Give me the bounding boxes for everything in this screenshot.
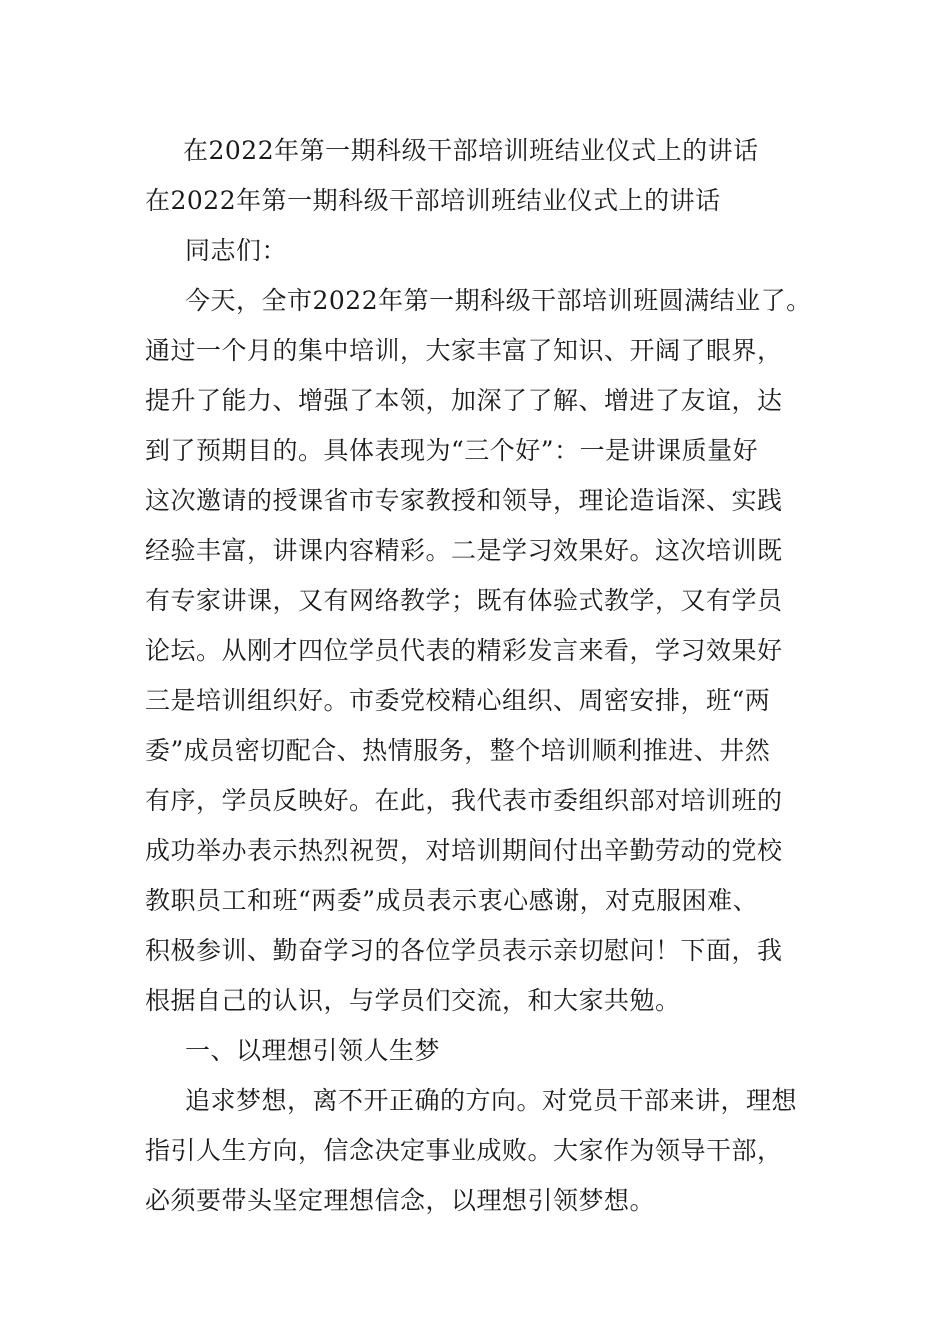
paragraph-line: 根据自己的认识，与学员们交流，和大家共勉。 [145, 986, 681, 1015]
paragraph-line: 通过一个月的集中培训，大家丰富了知识、开阔了眼界， [145, 336, 783, 365]
document-subtitle: 在2022年第一期科级干部培训班结业仪式上的讲话 [145, 186, 721, 215]
paragraph-line: 有序，学员反映好。在此，我代表市委组织部对培训班的 [145, 786, 783, 815]
section-heading: 一、以理想引领人生梦 [185, 1036, 441, 1065]
paragraph-line: 必须要带头坚定理想信念，以理想引领梦想。 [145, 1186, 656, 1215]
paragraph-line: 三是培训组织好。市委党校精心组织、周密安排，班“两 [145, 686, 771, 715]
paragraph-line: 到了预期目的。具体表现为“三个好”：一是讲课质量好 [145, 436, 759, 465]
paragraph-line: 论坛。从刚才四位学员代表的精彩发言来看，学习效果好 [145, 636, 783, 665]
paragraph-line: 委”成员密切配合、热情服务，整个培训顺利推进、井然 [145, 736, 771, 765]
paragraph-line: 积极参训、勤奋学习的各位学员表示亲切慰问！下面，我 [145, 936, 783, 965]
paragraph-line: 经验丰富，讲课内容精彩。二是学习效果好。这次培训既 [145, 536, 783, 565]
paragraph-line: 成功举办表示热烈祝贺，对培训期间付出辛勤劳动的党校 [145, 836, 783, 865]
paragraph-line: 今天，全市2022年第一期科级干部培训班圆满结业了。 [185, 286, 812, 315]
paragraph-line: 指引人生方向，信念决定事业成败。大家作为领导干部， [145, 1136, 783, 1165]
paragraph-line: 追求梦想，离不开正确的方向。对党员干部来讲，理想 [185, 1086, 798, 1115]
paragraph-line: 这次邀请的授课省市专家教授和领导，理论造诣深、实践 [145, 486, 783, 515]
paragraph-line: 教职员工和班“两委”成员表示衷心感谢，对克服困难、 [145, 886, 759, 915]
paragraph-line: 有专家讲课，又有网络教学；既有体验式教学，又有学员 [145, 586, 783, 615]
document-title: 在2022年第一期科级干部培训班结业仪式上的讲话 [183, 136, 759, 165]
paragraph-line: 提升了能力、增强了本领，加深了了解、增进了友谊，达 [145, 386, 783, 415]
salutation: 同志们： [185, 236, 288, 265]
